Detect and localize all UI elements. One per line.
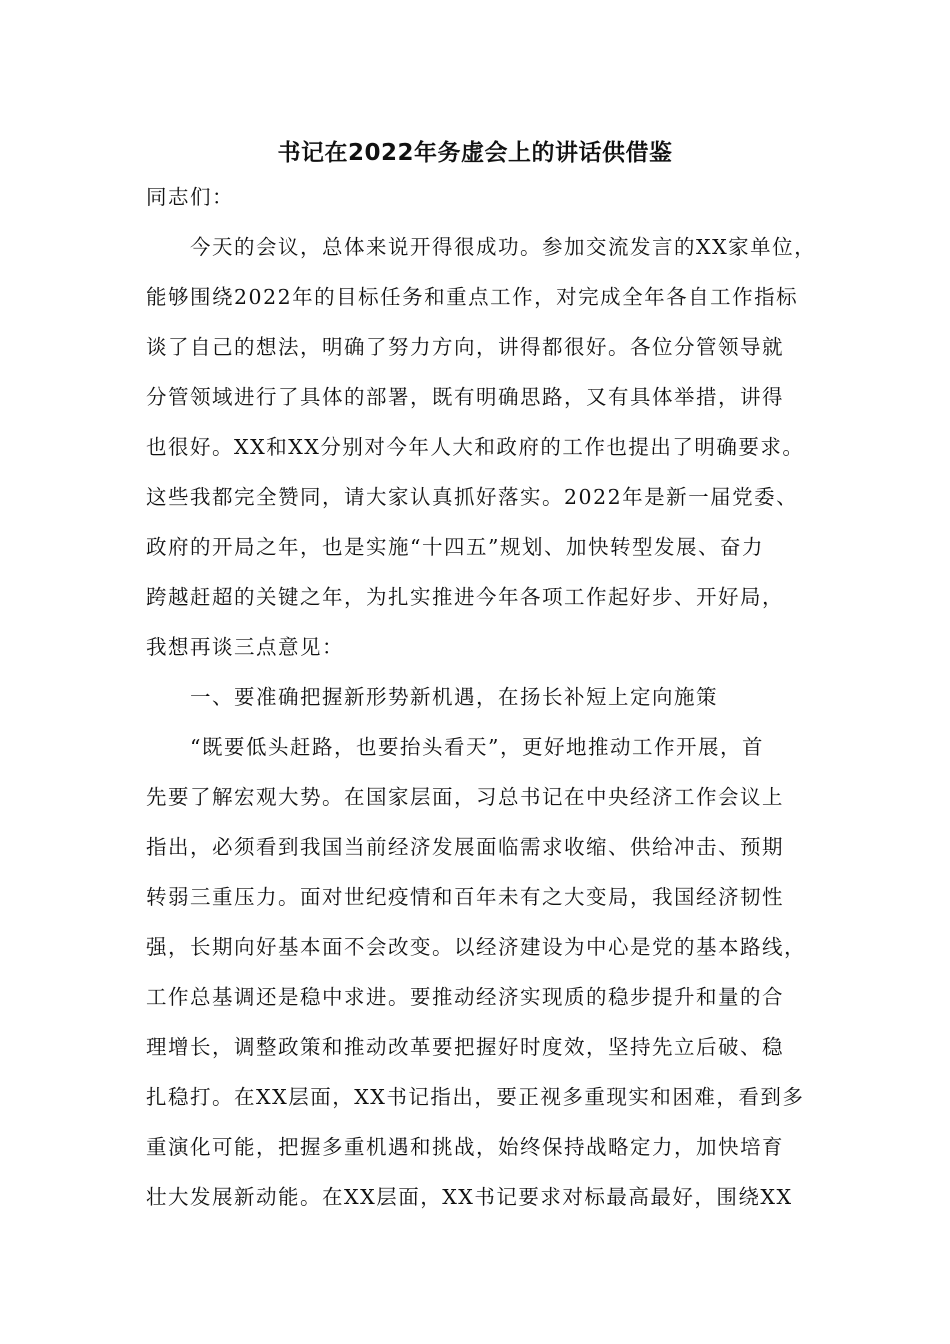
paragraph-line: 壮大发展新动能。在XX层面，XX书记要求对标最高最好，围绕XX: [146, 1185, 793, 1209]
paragraph-line: 分管领域进行了具体的部署，既有明确思路，又有具体举措，讲得: [146, 385, 784, 409]
paragraph-line: 谈了自己的想法，明确了努力方向，讲得都很好。各位分管领导就: [146, 335, 784, 359]
paragraph-line: 先要了解宏观大势。在国家层面，习总书记在中央经济工作会议上: [146, 785, 784, 809]
paragraph-line: 能够围绕2022年的目标任务和重点工作，对完成全年各自工作指标: [146, 285, 799, 309]
paragraph-line: “既要低头赶路，也要抬头看天”，更好地推动工作开展，首: [190, 735, 764, 759]
paragraph-line: 跨越赶超的关键之年，为扎实推进今年各项工作起好步、开好局，: [146, 585, 784, 609]
paragraph-line: 重演化可能，把握多重机遇和挑战，始终保持战略定力，加快培育: [146, 1135, 784, 1159]
paragraph-line: 今天的会议，总体来说开得很成功。参加交流发言的XX家单位，: [190, 235, 817, 259]
paragraph-line: 强，长期向好基本面不会改变。以经济建设为中心是党的基本路线，: [146, 935, 806, 959]
paragraph-line: 转弱三重压力。面对世纪疫情和百年未有之大变局，我国经济韧性: [146, 885, 784, 909]
section-heading: 一、要准确把握新形势新机遇，在扬长补短上定向施策: [190, 685, 718, 709]
paragraph-line: 指出，必须看到我国当前经济发展面临需求收缩、供给冲击、预期: [146, 835, 784, 859]
document-title: 书记在2022年务虚会上的讲话供借鉴: [277, 140, 673, 166]
paragraph-line: 工作总基调还是稳中求进。要推动经济实现质的稳步提升和量的合: [146, 985, 784, 1009]
paragraph-line: 这些我都完全赞同，请大家认真抓好落实。2022年是新一届党委、: [146, 485, 799, 509]
paragraph-line: 理增长，调整政策和推动改革要把握好时度效，坚持先立后破、稳: [146, 1035, 784, 1059]
paragraph-line: 我想再谈三点意见：: [146, 635, 344, 659]
paragraph-line: 政府的开局之年，也是实施“十四五”规划、加快转型发展、奋力: [146, 535, 764, 559]
paragraph-line: 也很好。XX和XX分别对今年人大和政府的工作也提出了明确要求。: [146, 435, 805, 459]
paragraph-line: 扎稳打。在XX层面，XX书记指出，要正视多重现实和困难，看到多: [146, 1085, 805, 1109]
greeting-line: 同志们：: [146, 185, 234, 209]
